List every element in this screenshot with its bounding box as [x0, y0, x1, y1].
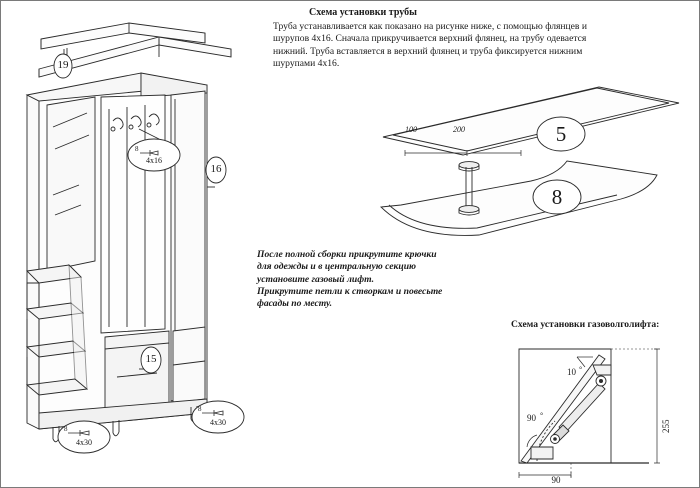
callout-screw-4x16 — [127, 137, 181, 173]
assembly-note-line-2: для одежды и в центральную секцию — [257, 261, 417, 273]
callout-screw-4x30-left-count: 8 — [64, 425, 68, 433]
assembly-note-line-3: установите газовый лифт. — [257, 273, 375, 285]
callout-screw-4x30-right-label: 4х30 — [210, 418, 226, 427]
gas-lift-drawing — [507, 335, 687, 485]
pipe-dim-200: 200 — [453, 125, 465, 134]
callout-screw-4x30-left-label: 4х30 — [76, 438, 92, 447]
pipe-section-title: Схема установки трубы — [309, 7, 417, 18]
callout-screw-4x16-label: 4х16 — [146, 156, 162, 165]
callout-15 — [139, 346, 163, 374]
pipe-part-5-label: 5 — [555, 122, 567, 146]
callout-19 — [51, 53, 75, 79]
gas-lift-angle-10: 10 — [567, 367, 576, 377]
gas-lift-height-255: 255 — [661, 419, 671, 433]
callout-16 — [204, 156, 228, 184]
gas-lift-title: Схема установки газоволголифта: — [511, 319, 660, 330]
assembly-note-line-4: Прикрутите петли к створкам и повесьте — [257, 285, 443, 297]
callout-screw-4x30-right — [191, 399, 245, 435]
pipe-part-8-label: 8 — [551, 185, 563, 209]
assembly-note — [257, 249, 493, 310]
gas-lift-angle-90: 90 — [527, 413, 536, 423]
assembly-note-line-5: фасады по месту. — [257, 298, 333, 310]
callout-screw-4x30-left — [57, 419, 111, 455]
pipe-section-paragraph: Труба устанавливается как показано на рисунке ниже, с помощью флянцев и шурупов 4х16. Сначала прикручивается верхний флянец, на трубу одевается нижний. Труба вставляется в верхний флянец и труба фиксируется нижним шурупами 4х16. — [273, 21, 587, 69]
callout-16-label: 16 — [210, 163, 222, 175]
gas-lift-width-90: 90 — [551, 475, 561, 485]
callout-screw-4x30-right-count: 8 — [198, 405, 202, 413]
pipe-installation-drawing — [371, 79, 691, 244]
gas-lift-angle-10-degree: ° — [579, 365, 583, 374]
callout-15-label: 15 — [145, 353, 157, 365]
callout-19-label: 19 — [57, 59, 69, 71]
callout-screw-4x16-count: 8 — [135, 145, 139, 153]
assembly-note-line-1: После полной сборки прикрутите крючки — [257, 249, 437, 260]
gas-lift-angle-90-degree: ° — [540, 411, 544, 420]
pipe-dim-100: 100 — [405, 125, 417, 134]
